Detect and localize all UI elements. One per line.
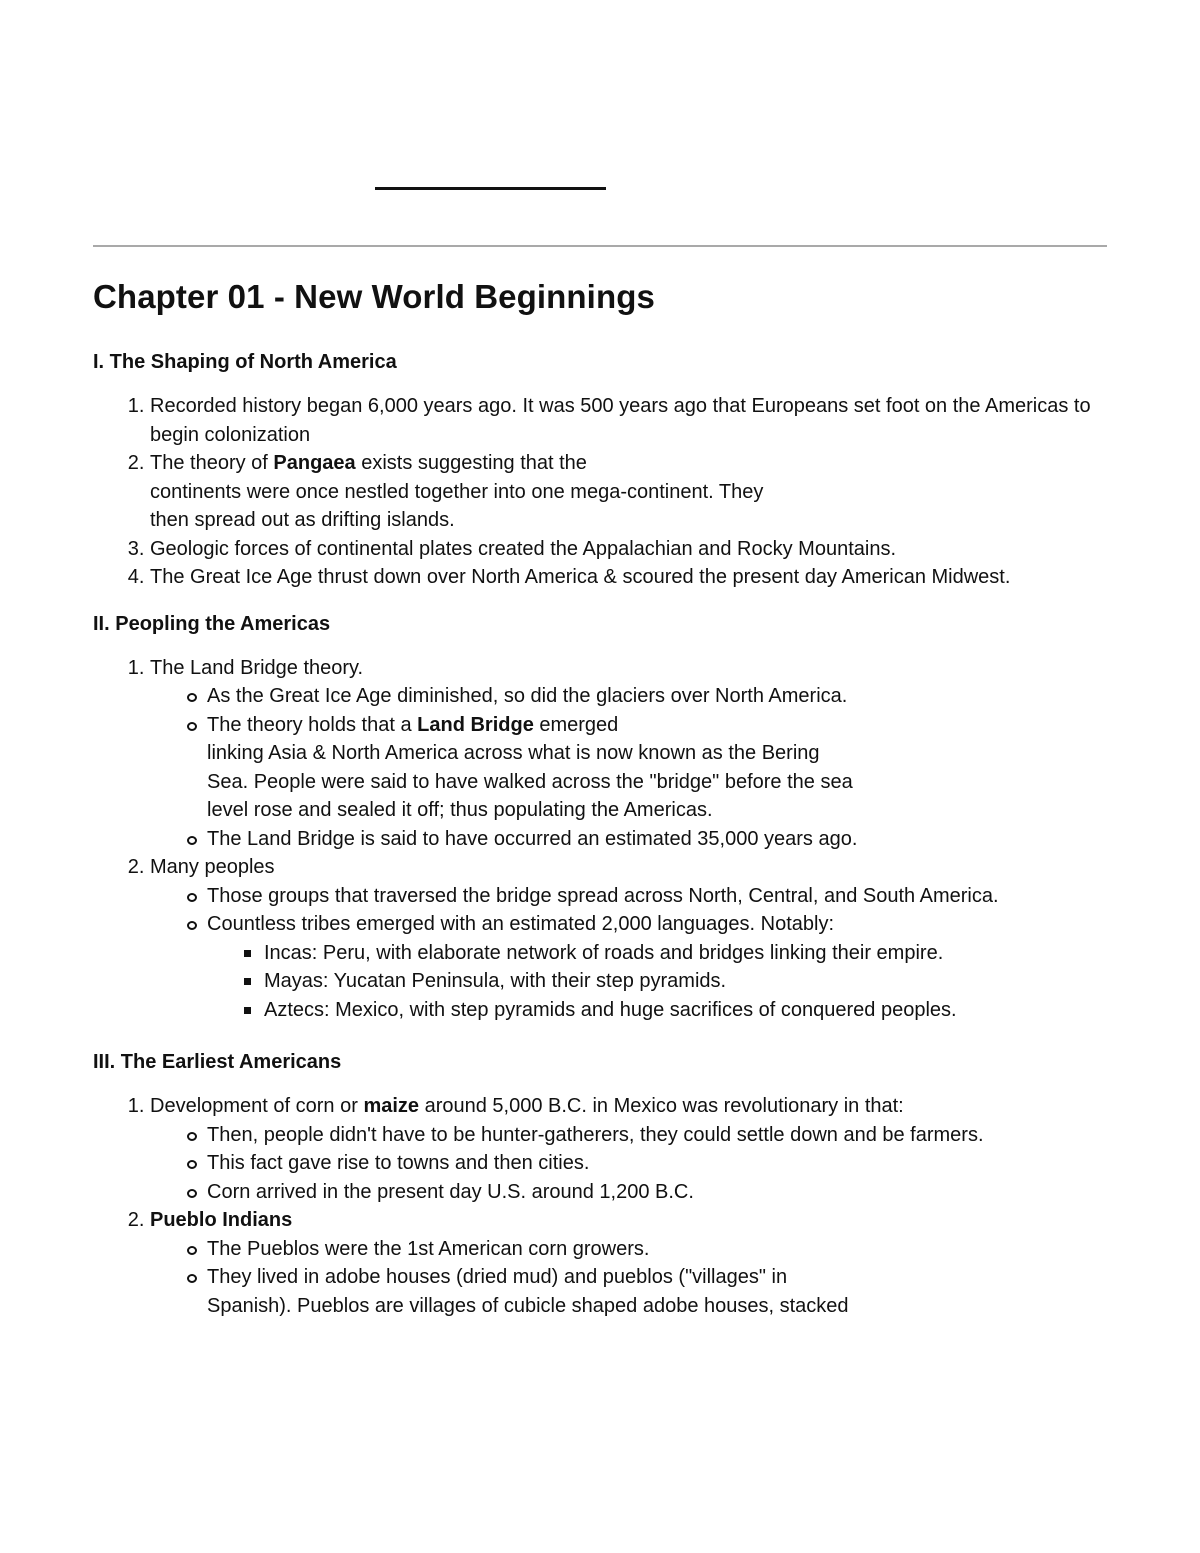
document-body xyxy=(93,275,1113,1320)
section-1-list xyxy=(93,392,1113,592)
list-item-text: Sea. People were said to have walked across the "bridge" before the sea xyxy=(207,770,853,793)
sub-list-item xyxy=(207,825,1113,854)
section-heading-text: The Earliest Americans xyxy=(120,1051,342,1073)
section-heading-text: The Shaping of North America xyxy=(109,351,397,373)
top-short-rule xyxy=(375,187,606,190)
bold-term: Pueblo Indians xyxy=(150,1209,293,1231)
sub-list-item: This fact gave rise to towns and then cities. xyxy=(207,1149,1113,1178)
sub-list-item xyxy=(207,1263,1113,1320)
list-item-text: linking Asia & North America across what is now known as the Bering xyxy=(207,742,820,764)
sub-list-item: Corn arrived in the present day U.S. around 1,200 B.C. xyxy=(207,1178,1113,1207)
section-heading-text: Peopling the Americas xyxy=(115,612,331,635)
list-item-text: Recorded history began 6,000 years ago. It was 500 years ago that Europeans set foot on the Americas to begin colonization xyxy=(150,395,1091,446)
horizontal-divider xyxy=(93,245,1107,247)
list-item xyxy=(150,535,1113,564)
list-item-text: They lived in adobe houses (dried mud) and pueblos ("villages" in xyxy=(207,1266,788,1288)
section-heading-1 xyxy=(93,349,1113,375)
sub-list xyxy=(150,1121,1113,1207)
list-item-text: The theory of xyxy=(150,452,274,474)
list-item-text: around 5,000 B.C. in Mexico was revolutionary in that: xyxy=(419,1095,904,1117)
list-item xyxy=(150,654,1113,854)
sub-sub-list-item: Mayas: Yucatan Peninsula, with their step pyramids. xyxy=(264,967,1113,996)
sub-list-item: Then, people didn't have to be hunter-gatherers, they could settle down and be farmers. xyxy=(207,1121,1113,1150)
list-item xyxy=(150,392,1113,449)
sub-sub-list-item: Aztecs: Mexico, with step pyramids and huge sacrifices of conquered peoples. xyxy=(264,996,1113,1025)
section-heading-3 xyxy=(93,1049,1113,1075)
list-item-text: As the Great Ice Age diminished, so did the glaciers over North America. xyxy=(207,685,848,707)
sub-list xyxy=(150,682,1113,853)
sub-list xyxy=(150,1235,1113,1321)
list-item-text: Those groups that traversed the bridge spread across North, Central, and South America. xyxy=(207,884,999,907)
list-item-text: continents were once nestled together into one mega-continent. They xyxy=(150,480,764,503)
sub-list-item xyxy=(207,682,1113,711)
list-item xyxy=(150,853,1113,1024)
list-item-text: The Land Bridge theory. xyxy=(150,656,364,679)
list-item-text: Development of corn or xyxy=(150,1095,364,1117)
sub-list xyxy=(150,882,1113,1025)
section-3-list xyxy=(93,1092,1113,1320)
section-2-list xyxy=(93,654,1113,1025)
list-item-text: The Great Ice Age thrust down over North America & scoured the present day American Midwest. xyxy=(150,566,1011,588)
bold-term: Pangaea xyxy=(273,452,356,474)
list-item-text: Spanish). Pueblos are villages of cubicle shaped adobe houses, stacked xyxy=(207,1294,849,1317)
sub-sub-list-item: Incas: Peru, with elaborate network of roads and bridges linking their empire. xyxy=(264,939,1113,968)
list-item-text: Geologic forces of continental plates created the Appalachian and Rocky Mountains. xyxy=(150,537,897,560)
list-item-text: level rose and sealed it off; thus populating the Americas. xyxy=(207,799,713,821)
bold-term: maize xyxy=(363,1095,420,1117)
list-item-text: exists suggesting that the xyxy=(355,452,587,474)
list-item-text: emerged xyxy=(533,713,619,736)
sub-list-item: The Pueblos were the 1st American corn growers. xyxy=(207,1235,1113,1264)
list-item-text: Countless tribes emerged with an estimated 2,000 languages. Notably: xyxy=(207,913,835,935)
list-item-text: The theory holds that a xyxy=(207,713,418,736)
bold-term: Land Bridge xyxy=(417,713,534,736)
list-item-text: Many peoples xyxy=(150,856,275,878)
chapter-title: Chapter 01 - New World Beginnings xyxy=(93,278,655,315)
list-item xyxy=(150,1092,1113,1206)
sub-sub-list xyxy=(207,939,1113,1025)
section-numeral: III. xyxy=(93,1051,121,1073)
section-numeral: I. xyxy=(93,351,110,373)
sub-list-item xyxy=(207,711,1113,825)
list-item-text: then spread out as drifting islands. xyxy=(150,509,455,531)
list-item xyxy=(150,1206,1113,1320)
section-heading-2 xyxy=(93,611,1113,637)
section-numeral: II. xyxy=(93,612,116,635)
list-item-text: The Land Bridge is said to have occurred an estimated 35,000 years ago. xyxy=(207,827,858,850)
list-item xyxy=(150,563,1113,592)
list-item xyxy=(150,449,1113,535)
sub-list-item xyxy=(207,882,1113,911)
sub-list-item xyxy=(207,910,1113,1024)
